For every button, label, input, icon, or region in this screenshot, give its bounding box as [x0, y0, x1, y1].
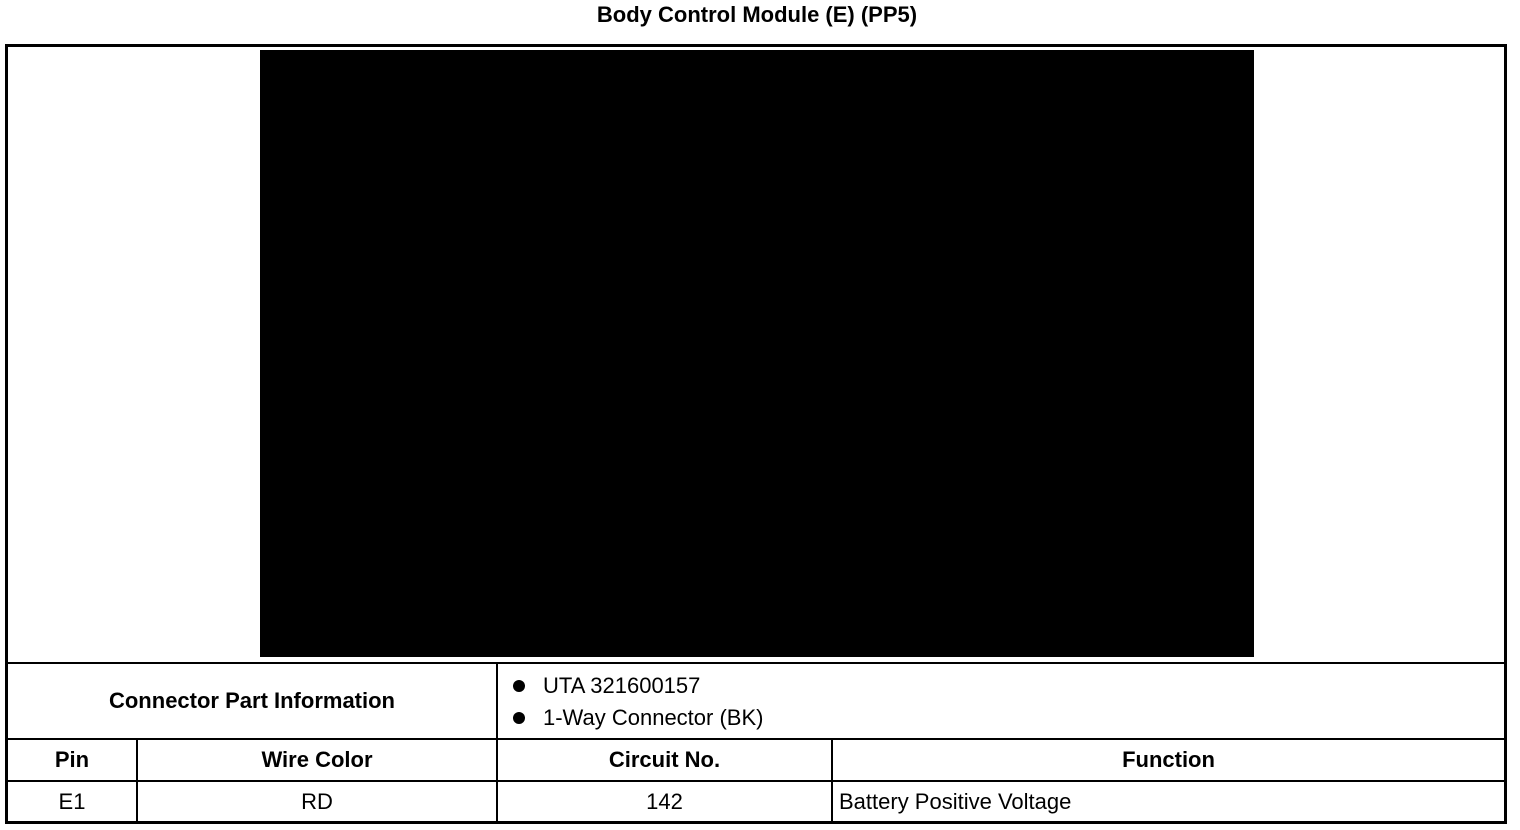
list-item: [498, 670, 1504, 702]
header-pin: Pin: [8, 740, 138, 780]
bullet-icon: [513, 680, 525, 692]
cell-pin: E1: [8, 782, 138, 821]
connector-table: [5, 44, 1507, 824]
header-wire-color: Wire Color: [138, 740, 498, 780]
connector-part-info-list: [498, 664, 1504, 738]
connector-image: [260, 50, 1254, 657]
table-header-row: [8, 740, 1504, 782]
bullet-icon: [513, 712, 525, 724]
connector-description: 1-Way Connector (BK): [543, 705, 764, 730]
connector-part-info-row: [8, 664, 1504, 740]
connector-image-area: [8, 47, 1504, 664]
cell-function: Battery Positive Voltage: [839, 788, 1072, 814]
table-row: [8, 782, 1504, 821]
connector-part-number: UTA 321600157: [543, 673, 701, 698]
header-circuit-no: Circuit No.: [498, 740, 833, 780]
connector-part-info-label: Connector Part Information: [8, 664, 498, 738]
cell-circuit-no: 142: [498, 782, 833, 821]
header-function: Function: [1122, 747, 1215, 772]
page-title: Body Control Module (E) (PP5): [596, 2, 918, 27]
cell-wire-color: RD: [138, 782, 498, 821]
list-item: [498, 702, 1504, 734]
